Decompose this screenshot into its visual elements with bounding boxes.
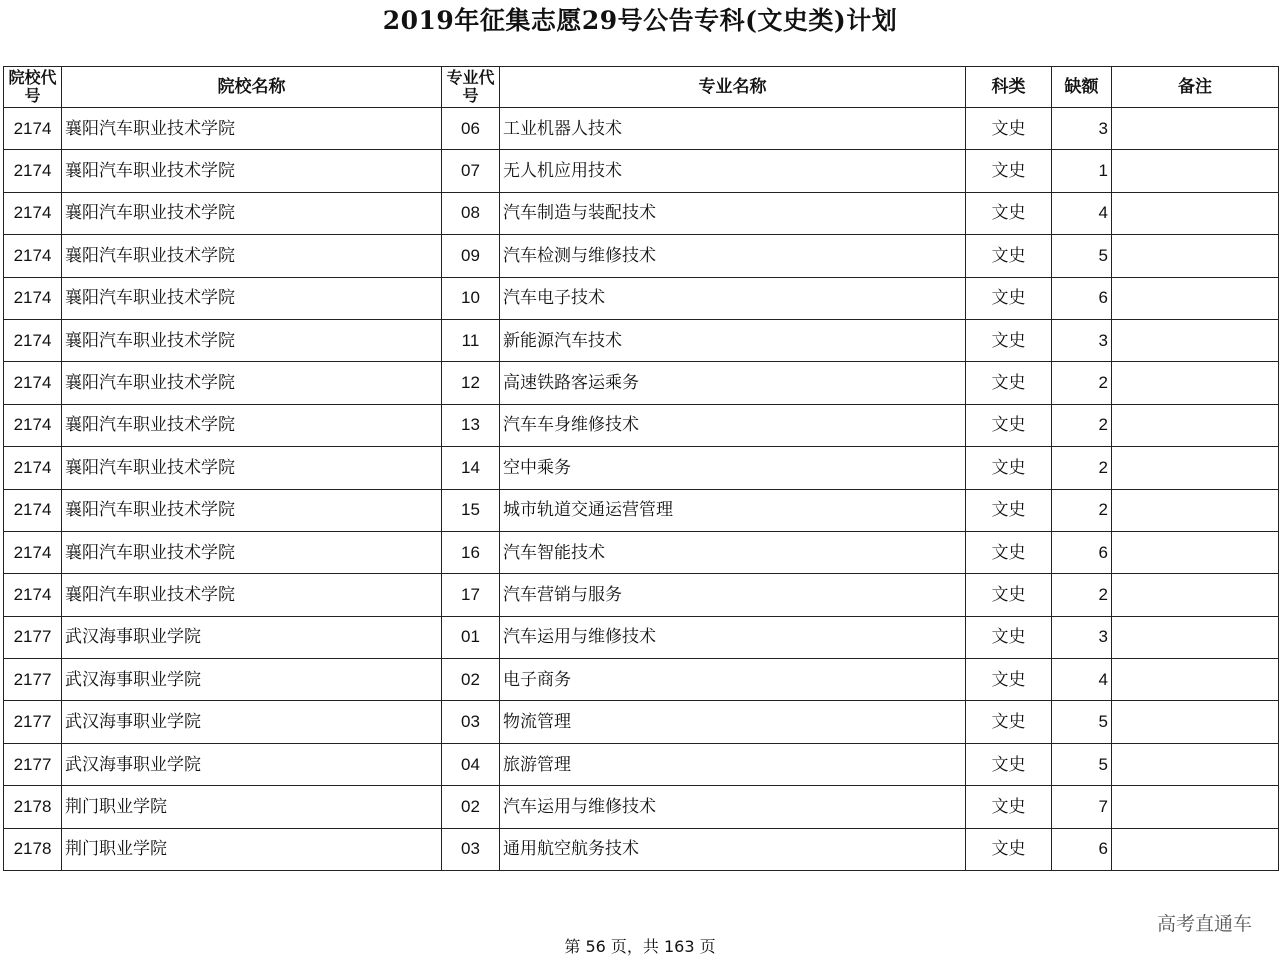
cell-quota: 5 xyxy=(1052,743,1112,785)
header-major-name: 专业名称 xyxy=(500,67,966,108)
cell-school-name: 荆门职业学院 xyxy=(62,828,442,870)
cell-school-name: 襄阳汽车职业技术学院 xyxy=(62,319,442,361)
cell-major-name: 汽车车身维修技术 xyxy=(500,404,966,446)
cell-school-name: 襄阳汽车职业技术学院 xyxy=(62,531,442,573)
cell-major-code: 03 xyxy=(442,828,500,870)
cell-quota: 7 xyxy=(1052,786,1112,828)
cell-quota: 6 xyxy=(1052,531,1112,573)
table-row xyxy=(4,828,1279,870)
cell-school-name: 襄阳汽车职业技术学院 xyxy=(62,108,442,150)
cell-note xyxy=(1112,659,1279,701)
cell-note xyxy=(1112,743,1279,785)
cell-quota: 2 xyxy=(1052,362,1112,404)
header-school-code: 院校代号 xyxy=(4,67,62,108)
cell-major-code: 03 xyxy=(442,701,500,743)
cell-major-name: 城市轨道交通运营管理 xyxy=(500,489,966,531)
cell-note xyxy=(1112,828,1279,870)
cell-category: 文史 xyxy=(966,786,1052,828)
cell-school-code: 2174 xyxy=(4,404,62,446)
cell-school-name: 襄阳汽车职业技术学院 xyxy=(62,447,442,489)
table-row xyxy=(4,531,1279,573)
cell-major-code: 01 xyxy=(442,616,500,658)
cell-note xyxy=(1112,489,1279,531)
cell-note xyxy=(1112,574,1279,616)
cell-quota: 6 xyxy=(1052,277,1112,319)
cell-major-code: 02 xyxy=(442,659,500,701)
table-row xyxy=(4,404,1279,446)
cell-note xyxy=(1112,235,1279,277)
table-row xyxy=(4,447,1279,489)
cell-quota: 4 xyxy=(1052,659,1112,701)
cell-school-code: 2174 xyxy=(4,192,62,234)
cell-major-name: 汽车营销与服务 xyxy=(500,574,966,616)
table-row xyxy=(4,659,1279,701)
cell-major-name: 新能源汽车技术 xyxy=(500,319,966,361)
cell-major-name: 汽车智能技术 xyxy=(500,531,966,573)
cell-major-name: 电子商务 xyxy=(500,659,966,701)
cell-category: 文史 xyxy=(966,108,1052,150)
cell-major-name: 工业机器人技术 xyxy=(500,108,966,150)
cell-note xyxy=(1112,362,1279,404)
cell-category: 文史 xyxy=(966,319,1052,361)
cell-category: 文史 xyxy=(966,616,1052,658)
cell-category: 文史 xyxy=(966,828,1052,870)
header-category: 科类 xyxy=(966,67,1052,108)
cell-note xyxy=(1112,319,1279,361)
cell-category: 文史 xyxy=(966,447,1052,489)
cell-school-name: 襄阳汽车职业技术学院 xyxy=(62,277,442,319)
cell-major-code: 09 xyxy=(442,235,500,277)
table-row xyxy=(4,192,1279,234)
cell-school-code: 2174 xyxy=(4,108,62,150)
cell-quota: 1 xyxy=(1052,150,1112,192)
cell-quota: 2 xyxy=(1052,404,1112,446)
cell-quota: 2 xyxy=(1052,447,1112,489)
cell-category: 文史 xyxy=(966,362,1052,404)
cell-school-code: 2178 xyxy=(4,828,62,870)
cell-quota: 6 xyxy=(1052,828,1112,870)
plan-table xyxy=(3,66,1279,871)
cell-category: 文史 xyxy=(966,277,1052,319)
table-row xyxy=(4,786,1279,828)
cell-quota: 2 xyxy=(1052,574,1112,616)
cell-school-name: 襄阳汽车职业技术学院 xyxy=(62,235,442,277)
cell-note xyxy=(1112,192,1279,234)
cell-category: 文史 xyxy=(966,404,1052,446)
cell-school-name: 襄阳汽车职业技术学院 xyxy=(62,489,442,531)
cell-school-code: 2177 xyxy=(4,743,62,785)
cell-school-name: 武汉海事职业学院 xyxy=(62,701,442,743)
header-school-name: 院校名称 xyxy=(62,67,442,108)
cell-quota: 3 xyxy=(1052,616,1112,658)
cell-major-name: 旅游管理 xyxy=(500,743,966,785)
cell-major-name: 高速铁路客运乘务 xyxy=(500,362,966,404)
cell-school-code: 2177 xyxy=(4,616,62,658)
cell-note xyxy=(1112,277,1279,319)
cell-school-code: 2174 xyxy=(4,319,62,361)
cell-school-code: 2174 xyxy=(4,447,62,489)
cell-school-name: 襄阳汽车职业技术学院 xyxy=(62,192,442,234)
cell-major-name: 通用航空航务技术 xyxy=(500,828,966,870)
cell-major-name: 汽车运用与维修技术 xyxy=(500,786,966,828)
cell-note xyxy=(1112,616,1279,658)
table-header-row xyxy=(4,67,1279,108)
cell-note xyxy=(1112,701,1279,743)
cell-major-name: 无人机应用技术 xyxy=(500,150,966,192)
cell-school-name: 武汉海事职业学院 xyxy=(62,659,442,701)
cell-quota: 3 xyxy=(1052,108,1112,150)
cell-category: 文史 xyxy=(966,701,1052,743)
table-row xyxy=(4,574,1279,616)
table-row xyxy=(4,489,1279,531)
cell-major-code: 15 xyxy=(442,489,500,531)
cell-note xyxy=(1112,150,1279,192)
cell-school-code: 2174 xyxy=(4,235,62,277)
table-row xyxy=(4,743,1279,785)
cell-category: 文史 xyxy=(966,659,1052,701)
cell-school-code: 2177 xyxy=(4,659,62,701)
cell-quota: 2 xyxy=(1052,489,1112,531)
cell-quota: 5 xyxy=(1052,701,1112,743)
cell-category: 文史 xyxy=(966,150,1052,192)
cell-school-code: 2174 xyxy=(4,531,62,573)
cell-major-name: 空中乘务 xyxy=(500,447,966,489)
table-row xyxy=(4,108,1279,150)
cell-quota: 5 xyxy=(1052,235,1112,277)
cell-major-name: 物流管理 xyxy=(500,701,966,743)
cell-school-name: 襄阳汽车职业技术学院 xyxy=(62,574,442,616)
cell-category: 文史 xyxy=(966,235,1052,277)
cell-quota: 4 xyxy=(1052,192,1112,234)
cell-school-code: 2174 xyxy=(4,277,62,319)
cell-school-name: 武汉海事职业学院 xyxy=(62,616,442,658)
cell-major-name: 汽车电子技术 xyxy=(500,277,966,319)
cell-school-name: 襄阳汽车职业技术学院 xyxy=(62,150,442,192)
cell-major-code: 17 xyxy=(442,574,500,616)
table-row xyxy=(4,362,1279,404)
cell-category: 文史 xyxy=(966,531,1052,573)
cell-category: 文史 xyxy=(966,743,1052,785)
cell-major-code: 02 xyxy=(442,786,500,828)
cell-note xyxy=(1112,447,1279,489)
cell-note xyxy=(1112,108,1279,150)
cell-major-code: 06 xyxy=(442,108,500,150)
cell-category: 文史 xyxy=(966,192,1052,234)
cell-school-name: 荆门职业学院 xyxy=(62,786,442,828)
cell-quota: 3 xyxy=(1052,319,1112,361)
cell-school-code: 2174 xyxy=(4,150,62,192)
cell-major-code: 07 xyxy=(442,150,500,192)
cell-major-code: 11 xyxy=(442,319,500,361)
cell-category: 文史 xyxy=(966,489,1052,531)
cell-major-name: 汽车运用与维修技术 xyxy=(500,616,966,658)
header-quota: 缺额 xyxy=(1052,67,1112,108)
cell-school-code: 2174 xyxy=(4,362,62,404)
cell-major-code: 10 xyxy=(442,277,500,319)
table-row xyxy=(4,235,1279,277)
cell-major-code: 14 xyxy=(442,447,500,489)
page-title: 2019年征集志愿29号公告专科(文史类)计划 xyxy=(382,6,898,35)
cell-major-code: 04 xyxy=(442,743,500,785)
page-footer: 第 56 页，共 163 页 xyxy=(564,937,716,956)
watermark: 高考直通车 xyxy=(1156,913,1252,935)
header-note: 备注 xyxy=(1112,67,1279,108)
cell-major-code: 12 xyxy=(442,362,500,404)
cell-major-code: 13 xyxy=(442,404,500,446)
cell-school-code: 2174 xyxy=(4,574,62,616)
cell-school-code: 2178 xyxy=(4,786,62,828)
table-body xyxy=(4,108,1279,871)
cell-school-code: 2177 xyxy=(4,701,62,743)
cell-major-name: 汽车检测与维修技术 xyxy=(500,235,966,277)
cell-major-name: 汽车制造与装配技术 xyxy=(500,192,966,234)
cell-major-code: 16 xyxy=(442,531,500,573)
cell-note xyxy=(1112,404,1279,446)
table-row xyxy=(4,277,1279,319)
cell-note xyxy=(1112,786,1279,828)
table-row xyxy=(4,701,1279,743)
header-major-code: 专业代号 xyxy=(442,67,500,108)
cell-school-name: 武汉海事职业学院 xyxy=(62,743,442,785)
cell-school-name: 襄阳汽车职业技术学院 xyxy=(62,362,442,404)
table-row xyxy=(4,150,1279,192)
table-row xyxy=(4,616,1279,658)
cell-school-code: 2174 xyxy=(4,489,62,531)
cell-category: 文史 xyxy=(966,574,1052,616)
cell-major-code: 08 xyxy=(442,192,500,234)
cell-note xyxy=(1112,531,1279,573)
cell-school-name: 襄阳汽车职业技术学院 xyxy=(62,404,442,446)
table-row xyxy=(4,319,1279,361)
